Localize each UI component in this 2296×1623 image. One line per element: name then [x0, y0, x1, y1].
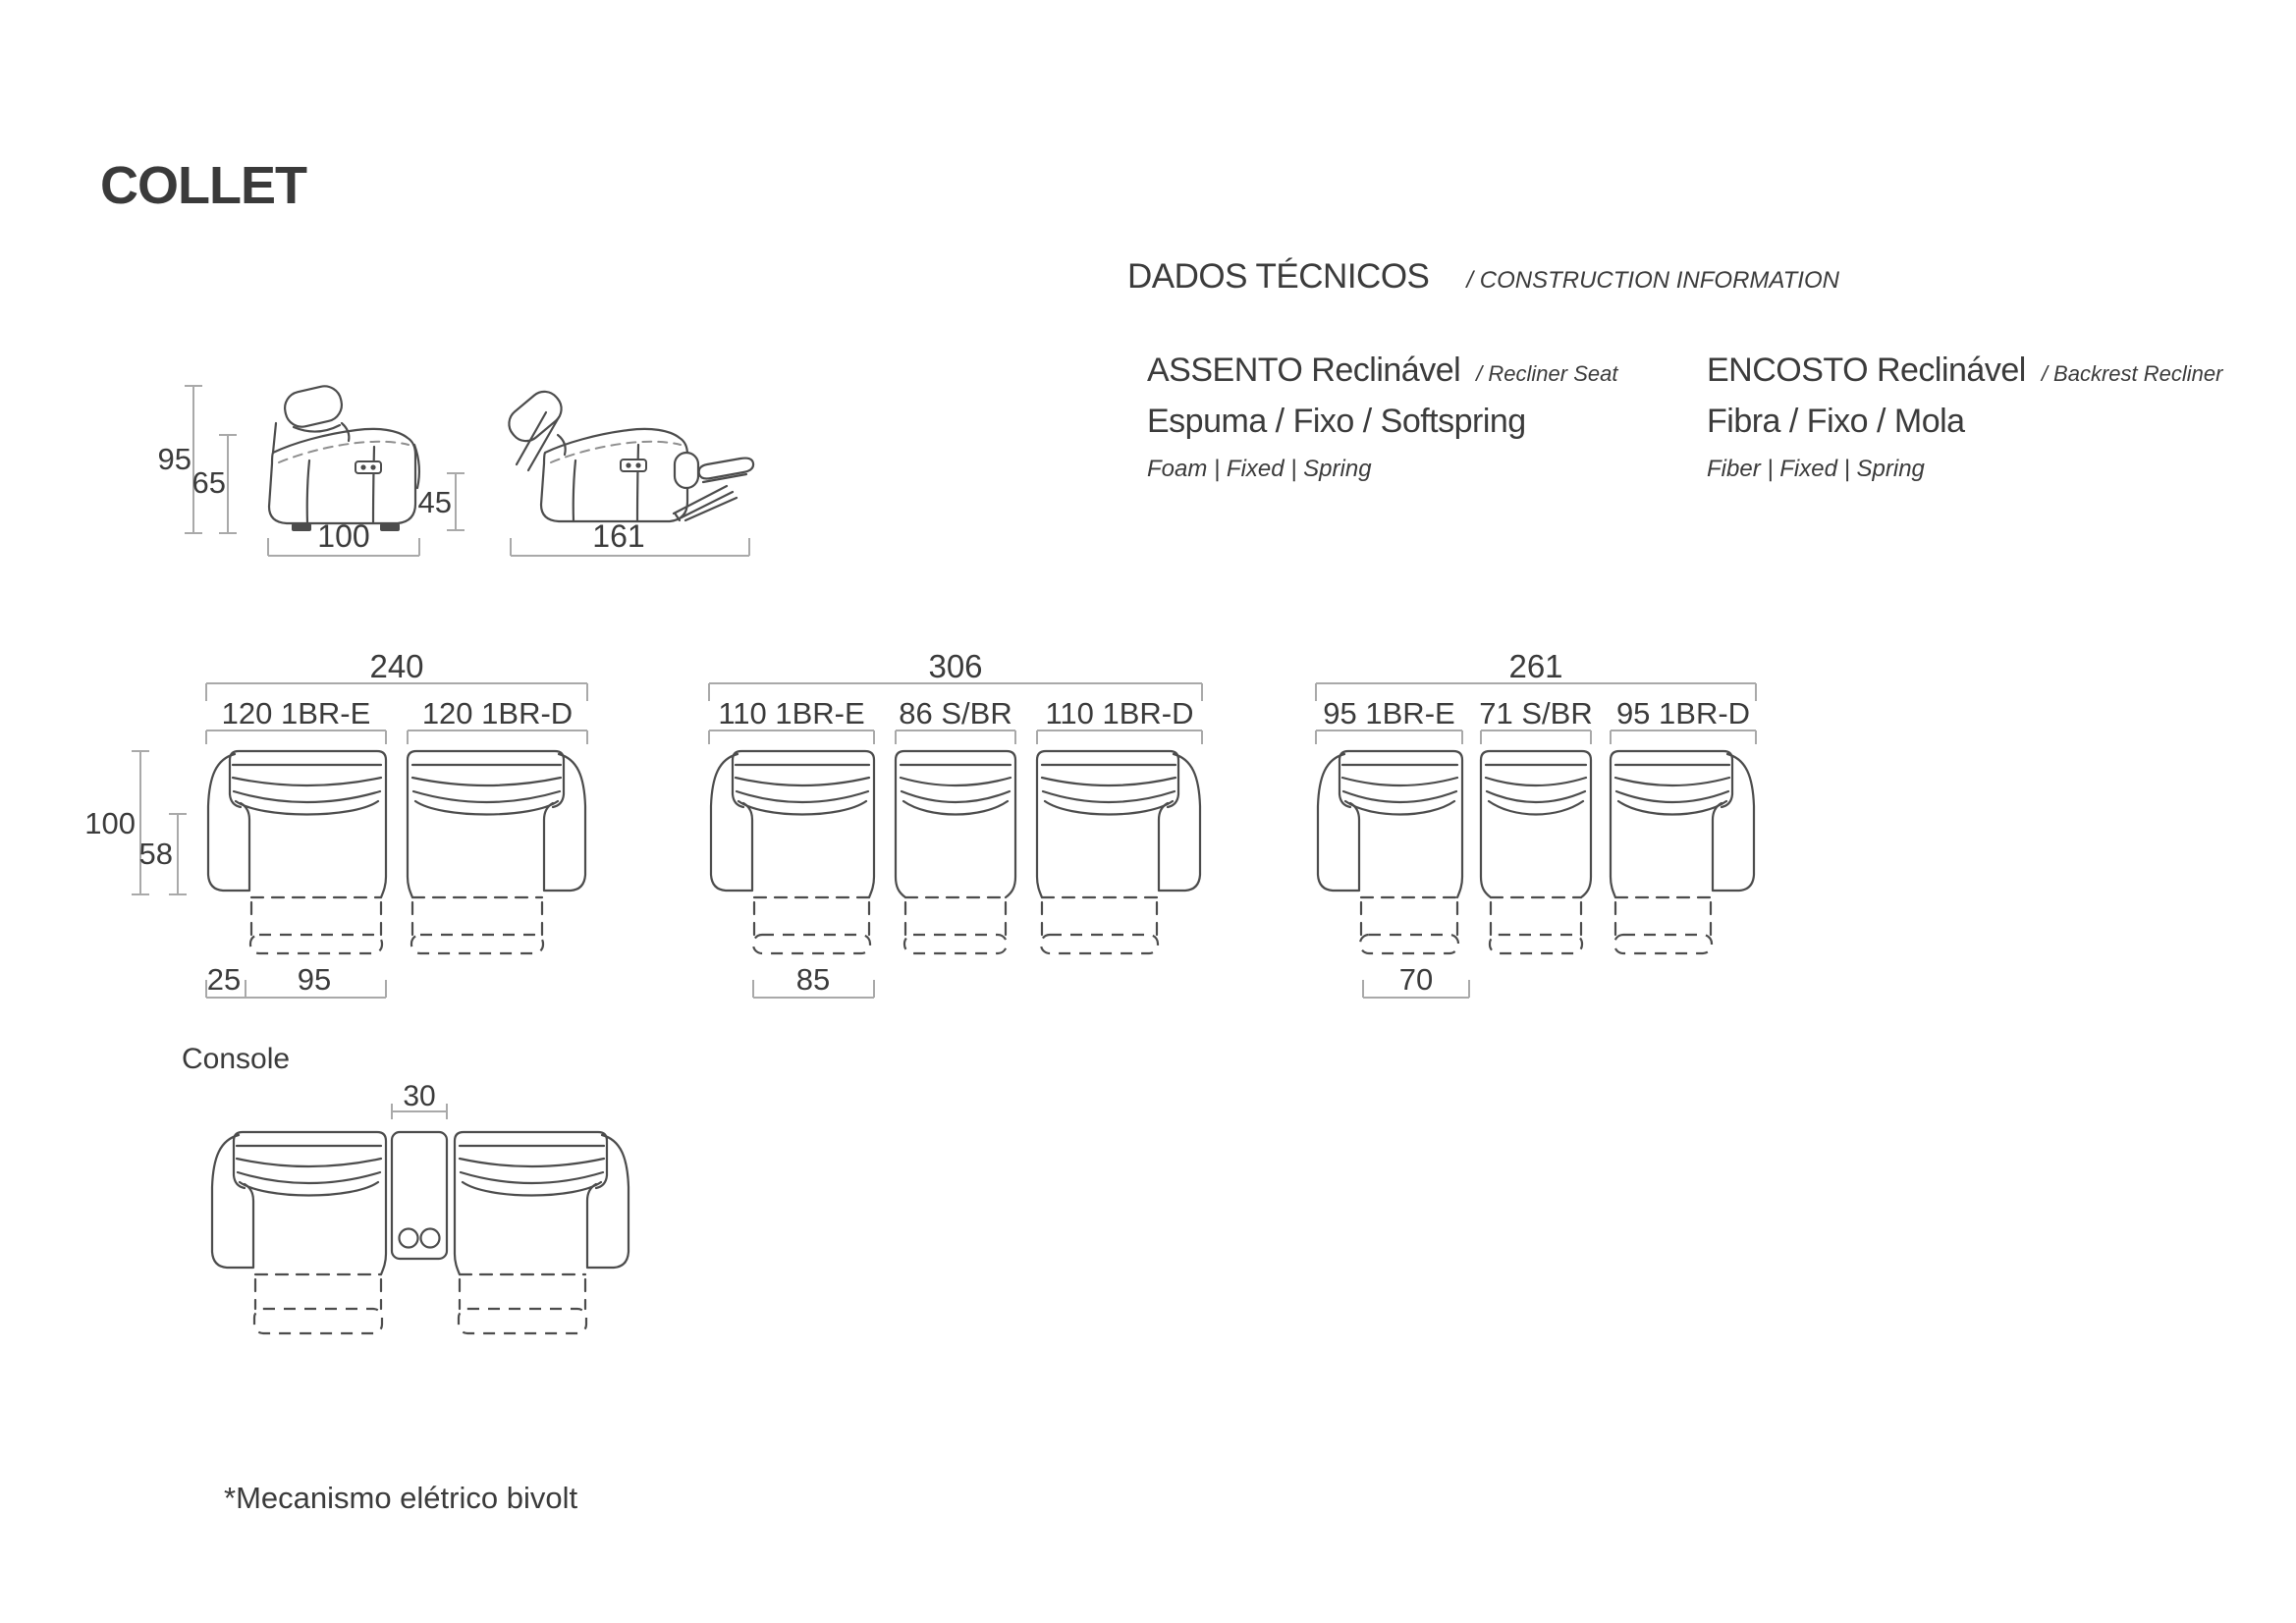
dim-label-total-width: 240 [369, 648, 424, 684]
config-diagram-240 [84, 648, 587, 998]
side-view-dims [158, 386, 749, 556]
recliner-button-panel [621, 460, 646, 471]
config-diagram-261 [1316, 648, 1756, 998]
foot [292, 523, 311, 531]
dim-label-depth-closed: 100 [317, 518, 370, 554]
dim-label-height-seat: 58 [138, 837, 173, 871]
spec-block-backrest [1707, 352, 2222, 483]
dim-label-total-width: 261 [1508, 648, 1563, 684]
tech-header-subtitle: / CONSTRUCTION INFORMATION [1466, 267, 1839, 294]
dim-label-height-total: 100 [84, 806, 136, 840]
dim-label-height-arm: 65 [191, 465, 226, 500]
dim-label-height-total: 95 [157, 442, 191, 476]
config-diagram-306 [709, 648, 1202, 998]
dim-label-console-width: 30 [403, 1080, 436, 1112]
console-diagram [212, 1080, 629, 1333]
dim-label-bottom: 95 [297, 962, 332, 997]
arm-roll [675, 453, 698, 488]
spec-backrest-line-pt: Fibra / Fixo / Mola [1707, 403, 1965, 440]
spec-backrest-subtitle: / Backrest Recliner [2041, 361, 2223, 386]
module-label: 95 1BR-E [1323, 696, 1455, 730]
spec-backrest-line-en: Fiber | Fixed | Spring [1707, 456, 1925, 482]
dim-label-depth-open: 161 [592, 518, 645, 554]
page-title: COLLET [100, 156, 306, 215]
module-label: 110 1BR-E [718, 696, 865, 730]
module-label: 120 1BR-D [421, 696, 574, 730]
module-label: 71 S/BR [1479, 696, 1593, 730]
console-section-label: Console [182, 1043, 291, 1075]
module-label: 110 1BR-D [1045, 696, 1194, 730]
dim-label-bottom: 25 [206, 962, 242, 997]
spec-seat-line-pt: Espuma / Fixo / Softspring [1147, 403, 1526, 440]
side-view-chair-open [503, 385, 753, 521]
foot [380, 523, 400, 531]
dim-label-height-seat: 45 [417, 485, 452, 519]
tech-header [1127, 257, 1839, 297]
recliner-button-panel [355, 461, 381, 473]
spec-seat-line-en: Foam | Fixed | Spring [1147, 456, 1372, 482]
dim-label-total-width: 306 [928, 648, 983, 684]
module-label: 95 1BR-D [1615, 696, 1751, 730]
spec-backrest-title: ENCOSTO Reclinável [1707, 352, 2026, 389]
footnote: *Mecanismo elétrico bivolt [224, 1481, 578, 1515]
tech-header-title: DADOS TÉCNICOS [1127, 257, 1430, 296]
spec-seat-title: ASSENTO Reclinável [1147, 352, 1461, 389]
dim-label-bottom: 85 [795, 962, 831, 997]
spec-block-seat [1147, 352, 1617, 483]
dim-label-bottom: 70 [1398, 962, 1434, 997]
footrest-pad [699, 459, 753, 479]
spec-seat-subtitle: / Recliner Seat [1476, 361, 1618, 386]
side-view-chair-closed [269, 383, 419, 531]
module-label: 120 1BR-E [221, 696, 371, 730]
side-view-section [158, 383, 754, 556]
module-label: 86 S/BR [899, 696, 1012, 730]
